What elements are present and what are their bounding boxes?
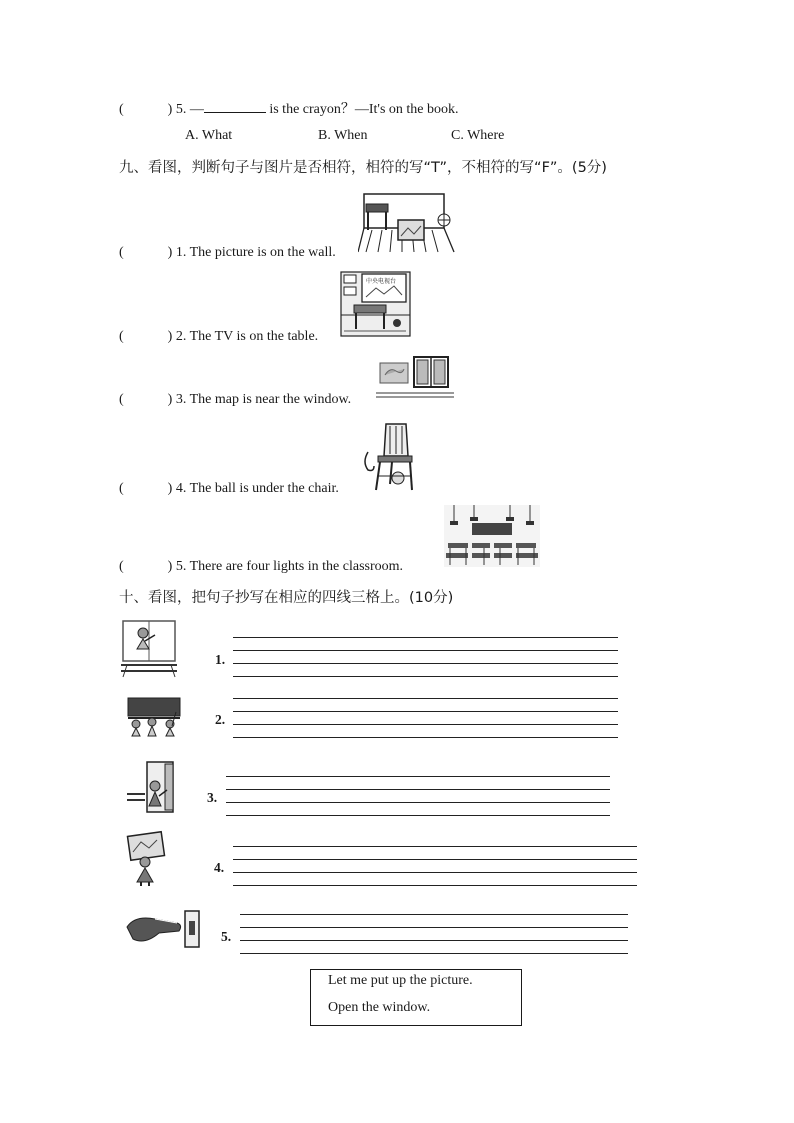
four-line-grid-2[interactable] [233, 698, 618, 738]
four-line-grid-4[interactable] [233, 846, 637, 886]
room-desk-picture-image [358, 190, 456, 255]
classroom-image [444, 505, 540, 567]
option-a: A. What [185, 128, 233, 143]
s9-item-1: ( ) 1. The picture is on the wall. [119, 245, 336, 260]
map-window-image [376, 355, 454, 401]
sentence-2: Open the window. [328, 1000, 431, 1015]
tv-sign-text: 中央电视台 [366, 278, 397, 285]
number-3: 3. [207, 790, 218, 805]
four-line-grid-5[interactable] [240, 914, 628, 954]
chair-ball-image [362, 422, 417, 492]
number-4: 4. [214, 860, 225, 875]
s9-item-3: ( ) 3. The map is near the window. [119, 392, 352, 407]
four-line-grid-1[interactable] [233, 637, 618, 677]
sentence-1: Let me put up the picture. [328, 973, 473, 988]
sentence-box [310, 969, 522, 1026]
put-up-picture-image [123, 830, 169, 888]
open-window-image [121, 619, 178, 679]
option-c: C. Where [451, 128, 505, 143]
s9-item-5: ( ) 5. There are four lights in the classroom. [119, 559, 404, 574]
option-b: B. When [318, 128, 368, 143]
s9-item-2: ( ) 2. The TV is on the table. [119, 329, 319, 344]
blackboard-children-image [126, 696, 182, 742]
four-line-grid-3[interactable] [226, 776, 610, 816]
number-1: 1. [215, 652, 226, 667]
tv-room-image [340, 271, 411, 337]
section10-heading: 十、看图，把句子抄写在相应的四线三格上。(10分) [119, 590, 454, 606]
number-5: 5. [221, 929, 232, 944]
answer-blank[interactable] [204, 100, 266, 113]
door-boy-image [125, 760, 181, 816]
section9-heading: 九、看图，判断句子与图片是否相符，相符的写“T”，不相符的写“F”。(5分) [119, 160, 607, 176]
light-switch-hand-image [125, 905, 201, 955]
number-2: 2. [215, 712, 226, 727]
s9-item-4: ( ) 4. The ball is under the chair. [119, 481, 339, 496]
q5-line: ( ) 5. — is the crayon？—It's on the book. [119, 102, 459, 117]
